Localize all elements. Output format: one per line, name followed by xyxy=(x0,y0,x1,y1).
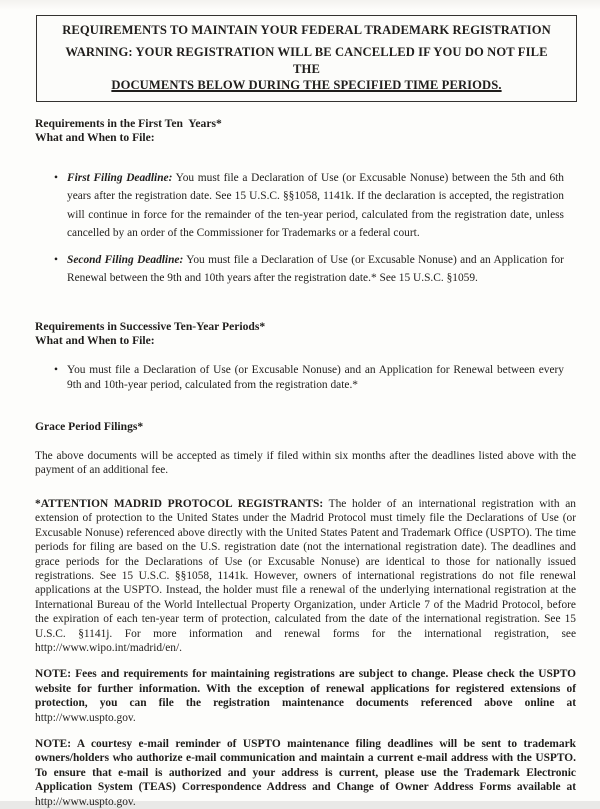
subheading-what-when-to-file-1: What and When to File: xyxy=(35,130,155,144)
second-filing-deadline-text: You must file a Declaration of Use (or Excusable Nonuse) and an Application for Renewal between the 9th and 10th years after the registration date.* See 15 U.S.C. §1059. xyxy=(67,253,564,285)
uspto-url-email: http://www.uspto.gov. xyxy=(35,795,136,808)
header-warning-box xyxy=(36,15,577,102)
section-heading-first-ten-years: Requirements in the First Ten Years* xyxy=(35,116,222,130)
list-item-first-filing-deadline xyxy=(67,169,564,243)
madrid-protocol-text: The holder of an international registration with an extension of protection to the United States under the Madrid Protocol must timely file the Declarations of Use (or Excusable Nonuse) referenced above directly with the United States Patent and Trademark Office (USPTO). The time periods for filing are based on the U.S. registration date (not the international registration date). The deadlines and grace periods for the Declarations of Use (or Excusable Nonuse) are identical to those for nationally issued registrations. See 15 U.S.C. §§1058, 1141k. However, owners of international registrations do not file renewal applications at the USPTO. Instead, the holder must file a renewal of the underlying international registration at the International Bureau of the World Intellectual Property Organization, under Article 7 of the Madrid Protocol, before the expiration of each ten-year term of protection, calculated from the date of the international registration. See 15 U.S.C. §1141j. For more information and renewal forms for the international registration, see xyxy=(35,497,576,640)
section-heading-successive-periods: Requirements in Successive Ten-Year Periods* xyxy=(35,320,266,334)
warning-line-2: DOCUMENTS BELOW DURING THE SPECIFIED TIME PERIODS. xyxy=(111,78,502,92)
note-email-reminder-paragraph xyxy=(35,737,576,809)
list-item-successive-renewal xyxy=(67,363,564,392)
madrid-protocol-label: *ATTENTION MADRID PROTOCOL REGISTRANTS: xyxy=(35,497,324,510)
document-title: REQUIREMENTS TO MAINTAIN YOUR FEDERAL TRADEMARK REGISTRATION xyxy=(62,23,551,37)
subheading-what-when-to-file-2: What and When to File: xyxy=(35,334,155,348)
grace-period-text: The above documents will be accepted as timely if filed within six months after the deadlines listed above with the payment of an additional fee. xyxy=(35,450,576,477)
second-filing-deadline-label: Second Filing Deadline: xyxy=(67,253,184,266)
successive-periods-list xyxy=(35,363,576,392)
grace-period-heading: Grace Period Filings* xyxy=(35,420,144,434)
first-ten-years-list xyxy=(35,169,576,289)
warning-line-1: WARNING: YOUR REGISTRATION WILL BE CANCELLED IF YOU DO NOT FILE THE xyxy=(65,45,548,76)
successive-renewal-text: You must file a Declaration of Use (or Excusable Nonuse) and an Application for Renewal between every 9th and 10th-year period, calculated from the registration date.* xyxy=(67,364,564,391)
warning-statement xyxy=(51,44,562,94)
wipo-madrid-url: http://www.wipo.int/madrid/en/. xyxy=(35,641,183,654)
madrid-protocol-paragraph xyxy=(35,497,576,655)
note-email-reminder-text: NOTE: A courtesy e-mail reminder of USPTO maintenance filing deadlines will be sent to trademark owners/holders who authorize e-mail communication and maintain a current e-mail address with the USPTO. To ensure that e-mail is authorized and your address is current, please use the Trademark Electronic Application System (TEAS) Correspondence Address and Change of Owner Address Forms available at xyxy=(35,737,576,794)
note-fees-text: NOTE: Fees and requirements for maintaining registrations are subject to change. Please check the USPTO website for further information. With the exception of renewal applications for registered extensions of protection, you can file the registration maintenance documents referenced above online at xyxy=(35,668,576,710)
uspto-url-fees: http://www.uspto.gov. xyxy=(35,711,136,724)
note-fees-paragraph xyxy=(35,667,576,725)
first-filing-deadline-text: You must file a Declaration of Use (or Excusable Nonuse) between the 5th and 6th years after the registration date. See 15 U.S.C. §§1058, 1141k. If the declaration is accepted, the registration will continue in force for the remainder of the ten-year period, calculated from the registration date, unless cancelled by an order of the Commissioner for Trademarks or a federal court. xyxy=(67,171,564,240)
first-filing-deadline-label: First Filing Deadline: xyxy=(67,171,173,184)
list-item-second-filing-deadline xyxy=(67,251,564,288)
